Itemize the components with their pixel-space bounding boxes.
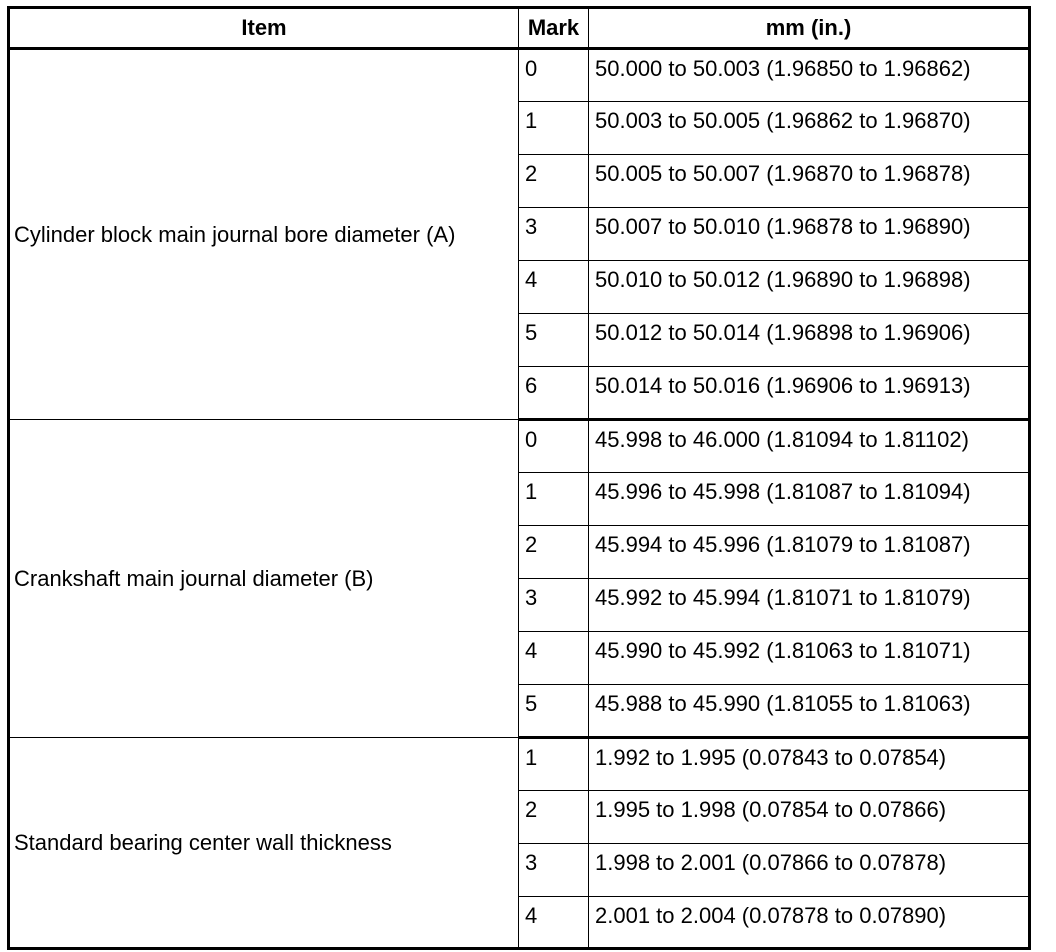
mark-cell: 3 — [519, 579, 589, 632]
table-row — [9, 738, 1030, 791]
mm-cell: 45.994 to 45.996 (1.81079 to 1.81087) — [589, 526, 1030, 579]
mm-cell: 50.010 to 50.012 (1.96890 to 1.96898) — [589, 261, 1030, 314]
mm-cell: 50.007 to 50.010 (1.96878 to 1.96890) — [589, 208, 1030, 261]
mark-cell: 0 — [519, 49, 589, 102]
mark-cell: 4 — [519, 261, 589, 314]
mm-cell: 50.000 to 50.003 (1.96850 to 1.96862) — [589, 49, 1030, 102]
mark-cell: 4 — [519, 897, 589, 949]
item-cell: Cylinder block main journal bore diameter (A) — [9, 49, 519, 420]
mark-cell: 1 — [519, 738, 589, 791]
mark-cell: 3 — [519, 844, 589, 897]
mark-cell: 2 — [519, 791, 589, 844]
mark-cell: 1 — [519, 473, 589, 526]
mm-cell: 1.992 to 1.995 (0.07843 to 0.07854) — [589, 738, 1030, 791]
mm-cell: 45.988 to 45.990 (1.81055 to 1.81063) — [589, 685, 1030, 738]
mm-cell: 50.012 to 50.014 (1.96898 to 1.96906) — [589, 314, 1030, 367]
mm-cell: 50.005 to 50.007 (1.96870 to 1.96878) — [589, 155, 1030, 208]
item-cell: Crankshaft main journal diameter (B) — [9, 420, 519, 738]
mark-cell: 5 — [519, 685, 589, 738]
mark-cell: 2 — [519, 526, 589, 579]
mm-cell: 1.998 to 2.001 (0.07866 to 0.07878) — [589, 844, 1030, 897]
header-item: Item — [9, 8, 519, 49]
item-cell: Standard bearing center wall thickness — [9, 738, 519, 949]
mark-cell: 0 — [519, 420, 589, 473]
table-row — [9, 420, 1030, 473]
mm-cell: 45.990 to 45.992 (1.81063 to 1.81071) — [589, 632, 1030, 685]
mark-cell: 4 — [519, 632, 589, 685]
table-body — [9, 49, 1030, 949]
mm-cell: 2.001 to 2.004 (0.07878 to 0.07890) — [589, 897, 1030, 949]
mark-cell: 3 — [519, 208, 589, 261]
mm-cell: 50.014 to 50.016 (1.96906 to 1.96913) — [589, 367, 1030, 420]
table-header — [9, 8, 1030, 49]
mm-cell: 45.992 to 45.994 (1.81071 to 1.81079) — [589, 579, 1030, 632]
mark-cell: 1 — [519, 102, 589, 155]
spec-table — [7, 6, 1031, 950]
mm-cell: 1.995 to 1.998 (0.07854 to 0.07866) — [589, 791, 1030, 844]
header-mm: mm (in.) — [589, 8, 1030, 49]
header-mark: Mark — [519, 8, 589, 49]
mm-cell: 45.998 to 46.000 (1.81094 to 1.81102) — [589, 420, 1030, 473]
header-row — [9, 8, 1030, 49]
mark-cell: 5 — [519, 314, 589, 367]
mark-cell: 6 — [519, 367, 589, 420]
table-row — [9, 49, 1030, 102]
mark-cell: 2 — [519, 155, 589, 208]
mm-cell: 45.996 to 45.998 (1.81087 to 1.81094) — [589, 473, 1030, 526]
mm-cell: 50.003 to 50.005 (1.96862 to 1.96870) — [589, 102, 1030, 155]
